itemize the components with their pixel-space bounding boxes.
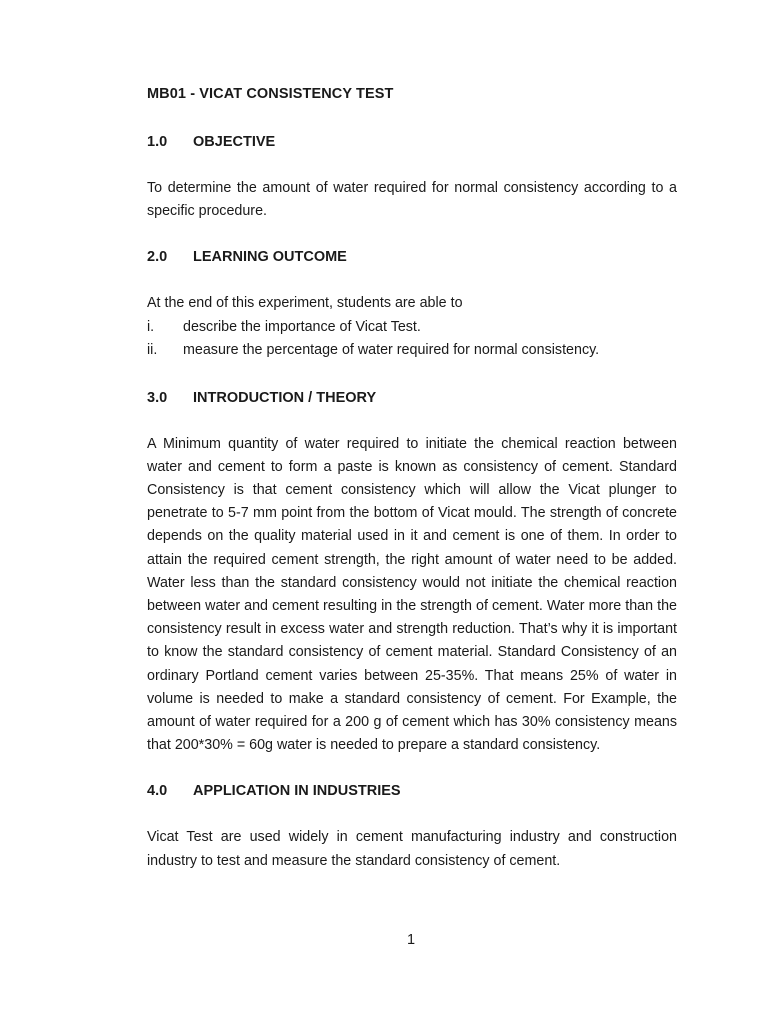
section-number: 2.0 xyxy=(147,249,168,266)
section-number: 3.0 xyxy=(147,389,168,406)
application-paragraph: Vicat Test are used widely in cement manufacturing industry and construction industry to test and measure the standard consistency of cement. xyxy=(147,829,677,869)
objective-paragraph: To determine the amount of water required for normal consistency according to a specific procedure. xyxy=(147,180,677,220)
list-item xyxy=(147,339,677,362)
section-number: 4.0 xyxy=(147,783,168,800)
page-number: 1 xyxy=(406,932,416,948)
section-heading-application xyxy=(147,781,677,801)
learning-outcome-intro: At the end of this experiment, students are able to xyxy=(147,295,463,312)
section-title: APPLICATION IN INDUSTRIES xyxy=(193,783,401,800)
list-item xyxy=(147,316,677,339)
learning-outcome-list xyxy=(147,316,677,362)
page-content xyxy=(147,84,677,897)
list-item-text: measure the percentage of water required for normal consistency. xyxy=(183,341,600,358)
theory-paragraph: A Minimum quantity of water required to initiate the chemical reaction between water and cement to form a paste is known as consistency of cement. Standard Consistency is that cement consistency which will allow the Vicat plunger to penetrate to 5-7 mm point from the bottom of Vicat mould. The strength of concrete depends on the quality material used in it and cement is one of them. In order to attain the required cement strength, the right amount of water need to be added. Water less than the standard consistency would not initiate the chemical reaction between water and cement resulting in the strength of cement. Water more than the consistency result in excess water and strength reduction. That’s why it is important to know the standard consistency of cement material. Standard Consistency of an ordinary Portland cement varies between 25-35%. That means 25% of water in volume is needed to make a standard consistency of cement. For Example, the amount of water required for a 200 g of cement which has 30% consistency means that 200*30% = 60g water is needed to prepare a standard consistency. xyxy=(147,435,677,754)
section-heading-objective xyxy=(147,132,677,152)
section-title: OBJECTIVE xyxy=(193,134,276,150)
document-title: MB01 - VICAT CONSISTENCY TEST xyxy=(147,86,394,102)
section-title: LEARNING OUTCOME xyxy=(193,249,347,266)
list-marker: i. xyxy=(147,318,155,335)
list-item-text: describe the importance of Vicat Test. xyxy=(183,318,421,335)
list-marker: ii. xyxy=(147,341,158,358)
section-title: INTRODUCTION / THEORY xyxy=(193,389,377,406)
section-heading-introduction xyxy=(147,388,677,408)
section-heading-learning-outcome xyxy=(147,247,677,267)
section-number: 1.0 xyxy=(147,134,168,150)
